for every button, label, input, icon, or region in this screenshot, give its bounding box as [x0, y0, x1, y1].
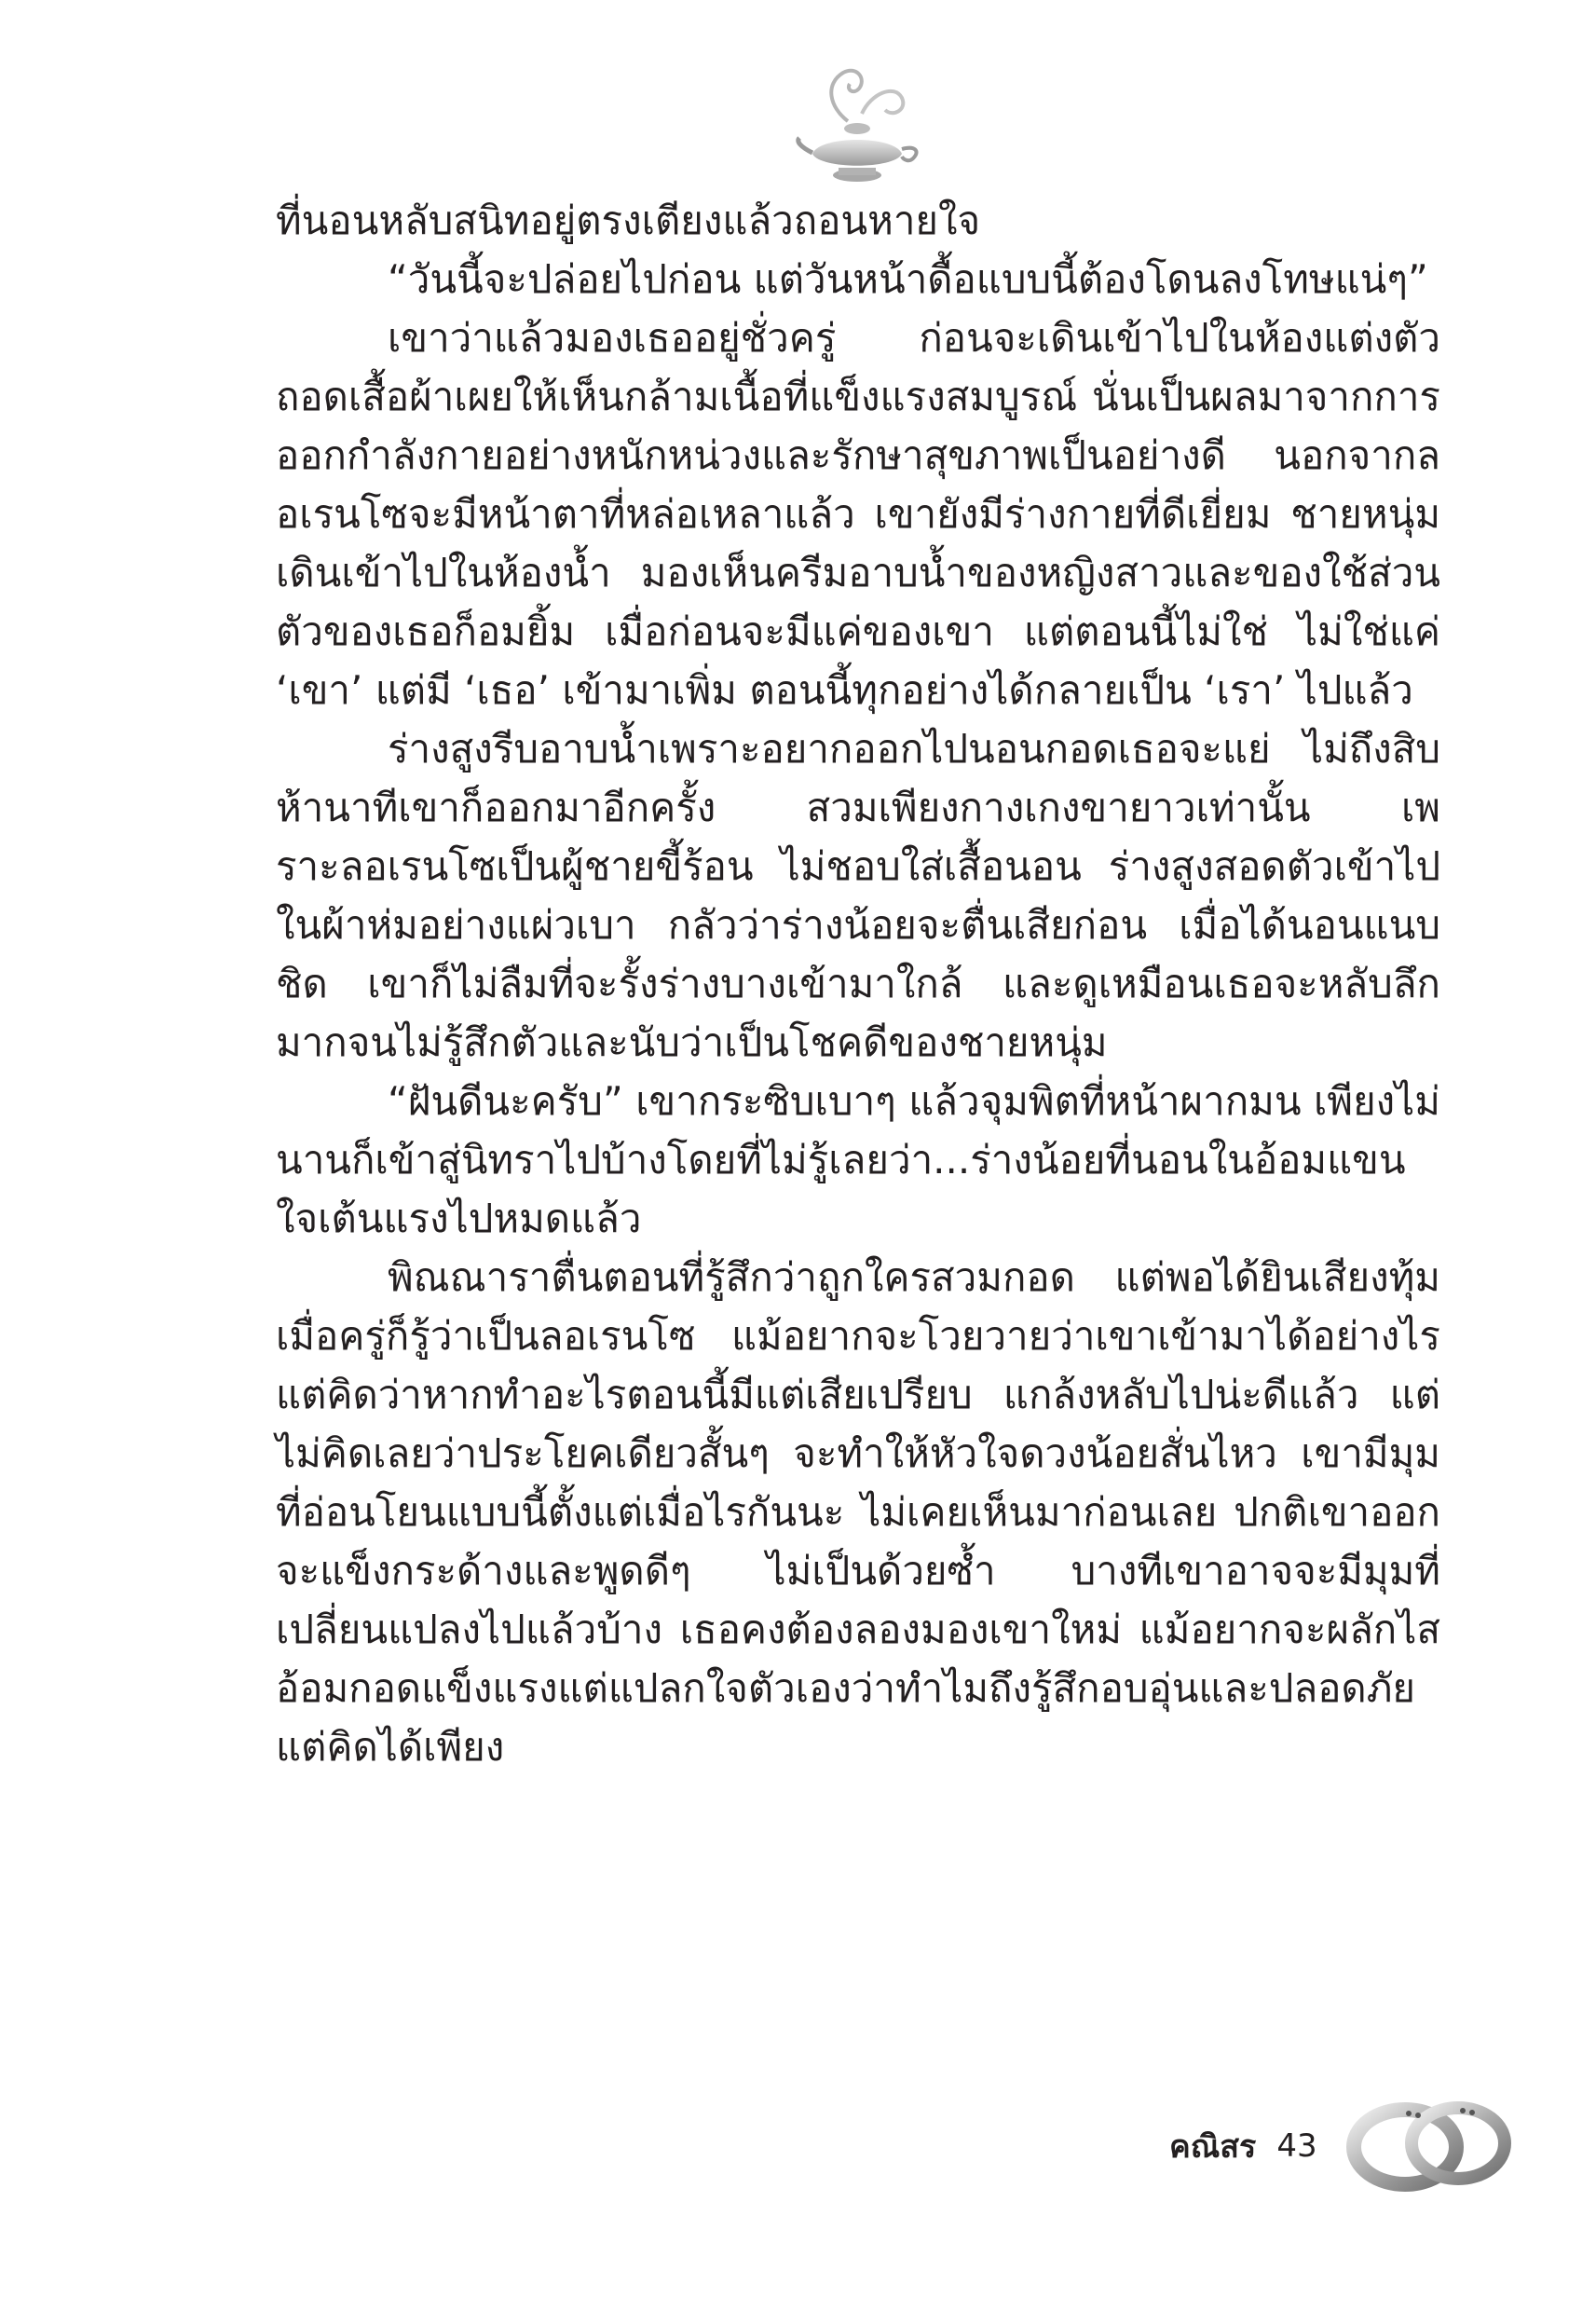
wedding-rings-icon — [1342, 2080, 1514, 2201]
paragraph: “วันนี้จะปล่อยไปก่อน แต่วันหน้าดื้อแบบนี้ต้องโดนลงโทษแน่ๆ” — [388, 256, 1428, 302]
page-footer — [1169, 2113, 1317, 2179]
paragraph: “ฝันดีนะครับ” เขากระซิบเบาๆ แล้วจุมพิตที่หน้าผากมน เพียงไม่นานก็เข้าสู่นิทราไปบ้างโดยที่ไม่รู้เลยว่า...ร่างน้อยที่นอนในอ้อมแขนใจเต้นแรงไปหมดแล้ว — [276, 1078, 1440, 1241]
page-number: 43 — [1276, 2127, 1317, 2165]
paragraph: พิณณาราตื่นตอนที่รู้สึกว่าถูกใครสวมกอด แต่พอได้ยินเสียงทุ้มเมื่อครู่ก็รู้ว่าเป็นลอเรนโซ แม้อยากจะโวยวายว่าเขาเข้ามาได้อย่างไร แต่คิดว่าหากทำอะไรตอนนี้มีแต่เสียเปรียบ แกล้งหลับไปน่ะดีแล้ว แต่ไม่คิดเลยว่าประโยคเดียวสั้นๆ จะทำให้หัวใจดวงน้อยสั่นไหว เขามีมุมที่อ่อนโยนแบบนี้ตั้งแต่เมื่อไรกันนะ ไม่เคยเห็นมาก่อนเลย ปกติเขาออกจะแข็งกระด้างและพูดดีๆ ไม่เป็นด้วยซ้ำ บางทีเขาอาจจะมีมุมที่เปลี่ยนแปลงไปแล้วบ้าง เธอคงต้องลองมองเขาใหม่ แม้อยากจะผลักไสอ้อมกอดแข็งแรงแต่แปลกใจตัวเองว่าทำไมถึงรู้สึกอบอุ่นและปลอดภัย แต่คิดได้เพียง — [276, 1254, 1440, 1770]
paragraph: เขาว่าแล้วมองเธออยู่ชั่วครู่ ก่อนจะเดินเข้าไปในห้องแต่งตัว ถอดเสื้อผ้าเผยให้เห็นกล้ามเนื้อที่แข็งแรงสมบูรณ์ นั่นเป็นผลมาจากการออกกำลังกายอย่างหนักหน่วงและรักษาสุขภาพเป็นอย่างดี นอกจากลอเรนโซจะมีหน้าตาที่หล่อเหลาแล้ว เขายังมีร่างกายที่ดีเยี่ยม ชายหนุ่มเดินเข้าไปในห้องน้ำ มองเห็นครีมอาบน้ำของหญิงสาวและของใช้ส่วนตัวของเธอก็อมยิ้ม เมื่อก่อนจะมีแค่ของเขา แต่ตอนนี้ไม่ใช่ ไม่ใช่แค่ ‘เขา’ แต่มี ‘เธอ’ เข้ามาเพิ่ม ตอนนี้ทุกอย่างได้กลายเป็น ‘เรา’ ไปแล้ว — [276, 315, 1440, 713]
body-text — [276, 191, 1440, 1776]
book-title: คณิสร — [1169, 2128, 1257, 2166]
paragraph: ที่นอนหลับสนิทอยู่ตรงเตียงแล้วถอนหายใจ — [276, 198, 981, 243]
magic-lamp-icon — [792, 56, 922, 205]
paragraph: ร่างสูงรีบอาบน้ำเพราะอยากออกไปนอนกอดเธอจะแย่ ไม่ถึงสิบห้านาทีเขาก็ออกมาอีกครั้ง สวมเพียงกางเกงขายาวเท่านั้น เพราะลอเรนโซเป็นผู้ชายขี้ร้อน ไม่ชอบใส่เสื้อนอน ร่างสูงสอดตัวเข้าไปในผ้าห่มอย่างแผ่วเบา กลัวว่าร่างน้อยจะตื่นเสียก่อน เมื่อได้นอนแนบชิด เขาก็ไม่ลืมที่จะรั้งร่างบางเข้ามาใกล้ และดูเหมือนเธอจะหลับลึกมากจนไม่รู้สึกตัวและนับว่าเป็นโชคดีของชายหนุ่ม — [276, 726, 1440, 1065]
